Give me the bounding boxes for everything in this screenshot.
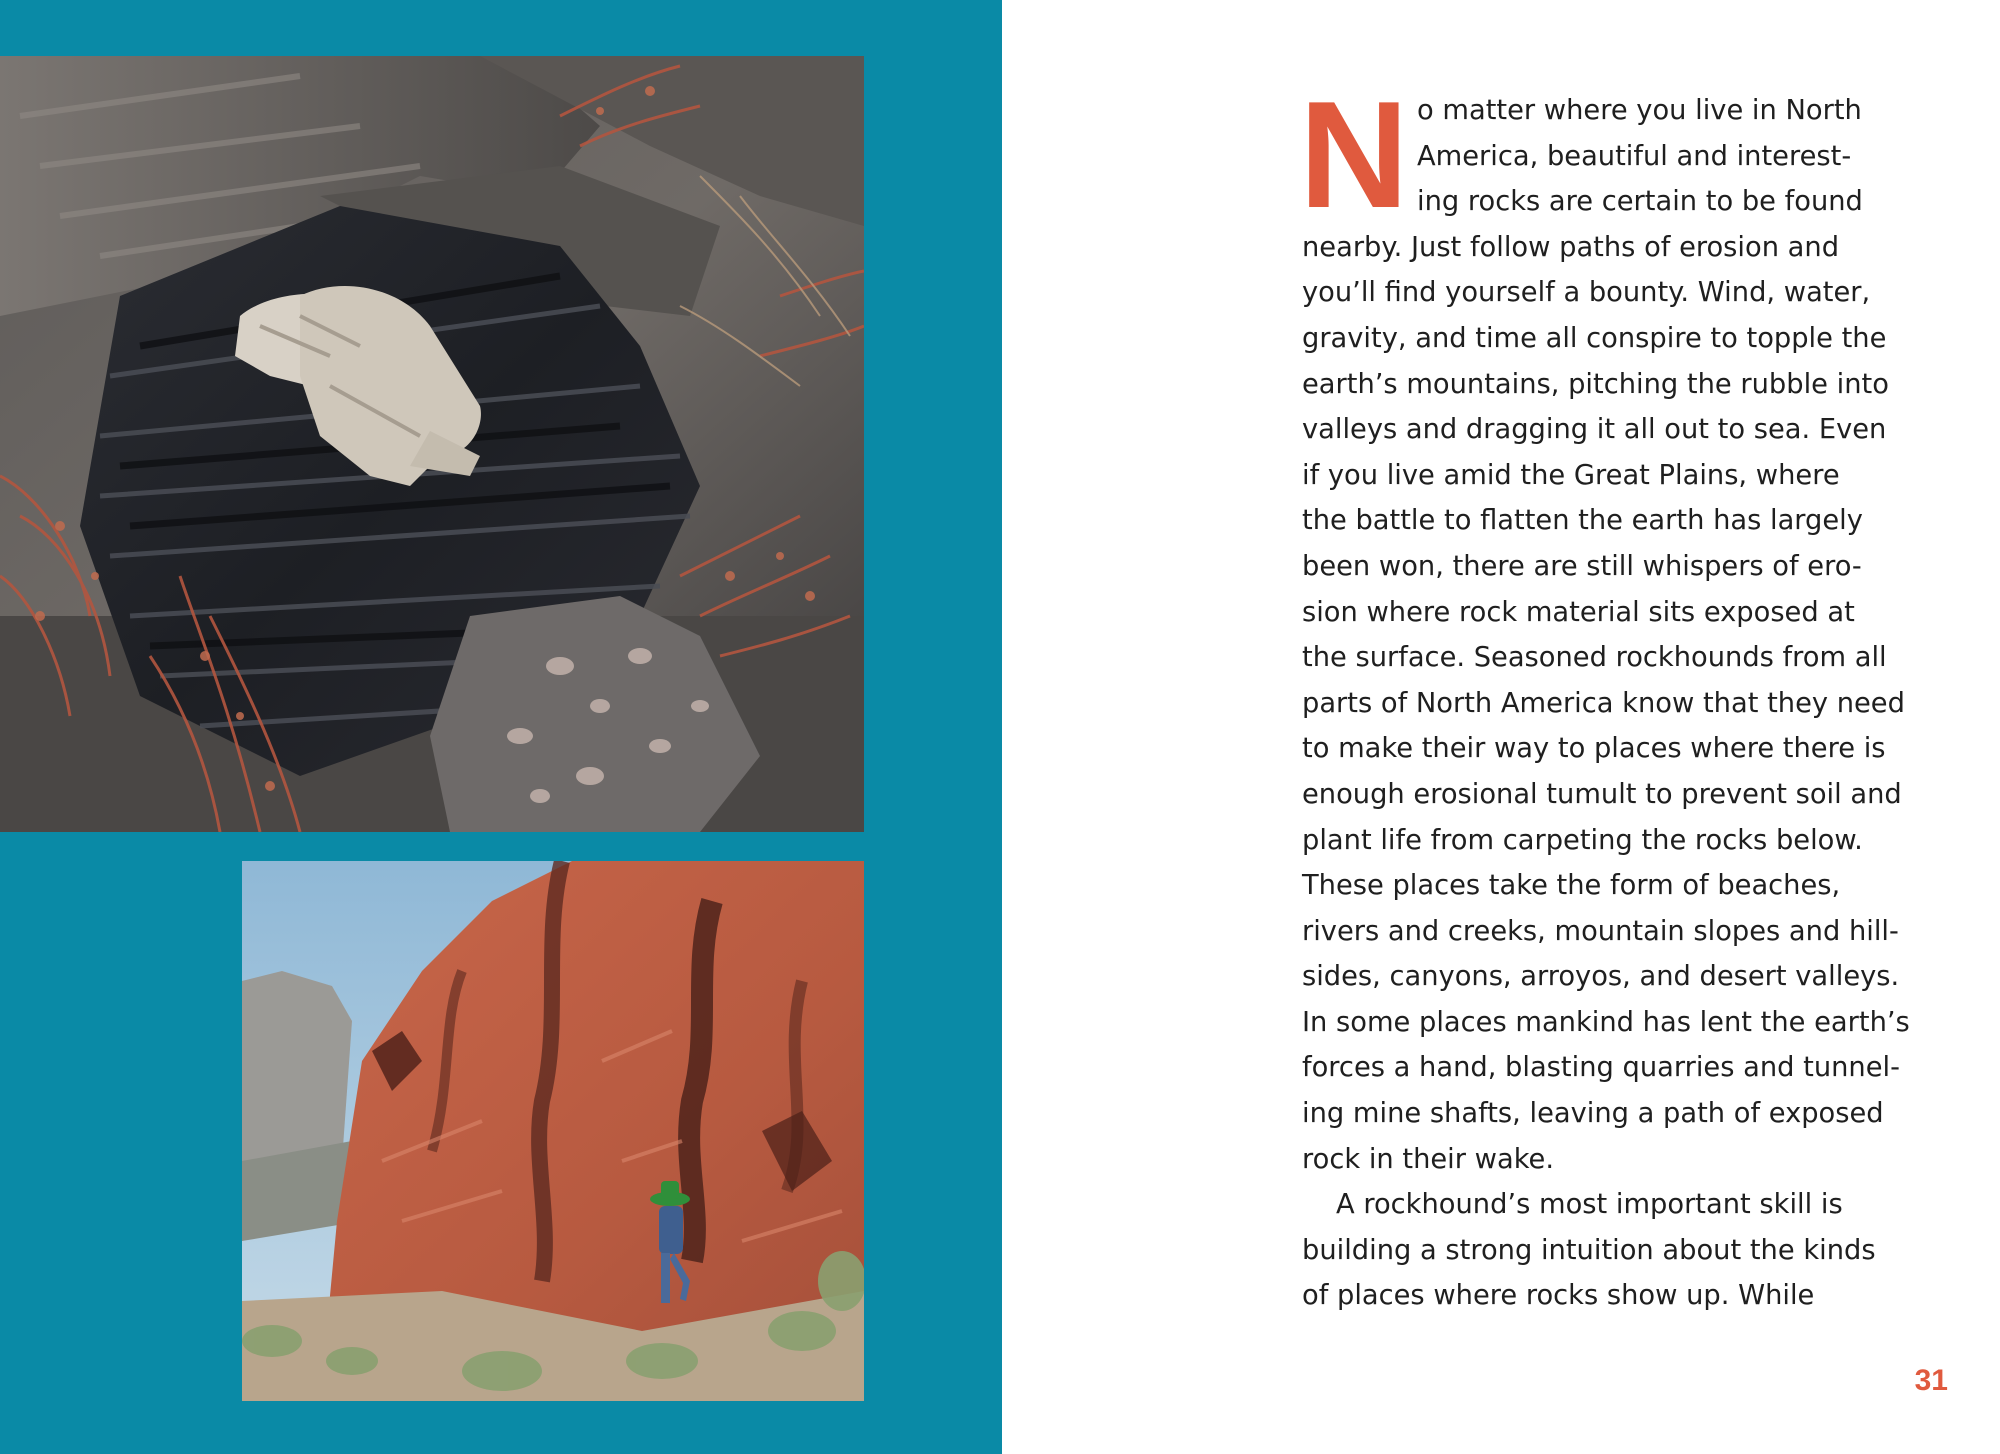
text-line: to make their way to places where there is (1302, 733, 1886, 765)
text-line: ing rocks are certain to be found (1417, 186, 1863, 218)
text-line: gravity, and time all conspire to topple the (1302, 322, 1887, 354)
right-page (1002, 0, 2000, 1454)
text-line: rock in their wake. (1302, 1143, 1555, 1175)
text-line: of places where rocks show up. While (1302, 1280, 1815, 1312)
text-line: enough erosional tumult to prevent soil and (1302, 778, 1902, 810)
paragraph-2 (1302, 1182, 1942, 1319)
drop-cap: N (1299, 70, 1407, 240)
paragraph-1 (1302, 225, 1942, 1182)
text-line: America, beautiful and interest- (1417, 140, 1852, 172)
text-line: rivers and creeks, mountain slopes and hill- (1302, 915, 1899, 947)
text-line: earth’s mountains, pitching the rubble into (1302, 368, 1889, 400)
text-line: the battle to flatten the earth has largely (1302, 505, 1863, 537)
text-line: valleys and dragging it all out to sea. Even (1302, 414, 1887, 446)
text-line: you’ll find yourself a bounty. Wind, water, (1302, 277, 1871, 309)
cliff-photo-illustration (242, 861, 864, 1401)
rocks-photo-illustration (0, 56, 864, 832)
photo-shale-with-gloves (0, 56, 864, 832)
text-line: nearby. Just follow paths of erosion and (1302, 231, 1840, 263)
text-line: sion where rock material sits exposed at (1302, 596, 1855, 628)
text-line: if you live amid the Great Plains, where (1302, 459, 1840, 491)
opening-lines (1299, 70, 1942, 240)
text-line: plant life from carpeting the rocks below. (1302, 824, 1863, 856)
text-line: parts of North America know that they need (1302, 687, 1905, 719)
text-line: In some places mankind has lent the earth’s (1302, 1006, 1910, 1038)
text-line: building a strong intuition about the kinds (1302, 1234, 1876, 1266)
text-line: o matter where you live in North (1417, 95, 1862, 126)
text-line: sides, canyons, arroyos, and desert valleys. (1302, 961, 1900, 993)
photo-red-rock-outcrop (242, 861, 864, 1401)
page-number: 31 (1914, 1364, 1948, 1397)
text-line: the surface. Seasoned rockhounds from all (1302, 642, 1887, 674)
text-line: These places take the form of beaches, (1302, 870, 1841, 902)
text-line: forces a hand, blasting quarries and tunnel- (1302, 1052, 1900, 1084)
text-line: ing mine shafts, leaving a path of exposed (1302, 1098, 1884, 1130)
text-line: A rockhound’s most important skill is (1336, 1189, 1843, 1221)
article-body (1299, 70, 1942, 1319)
text-line: been won, there are still whispers of ero- (1302, 550, 1862, 582)
